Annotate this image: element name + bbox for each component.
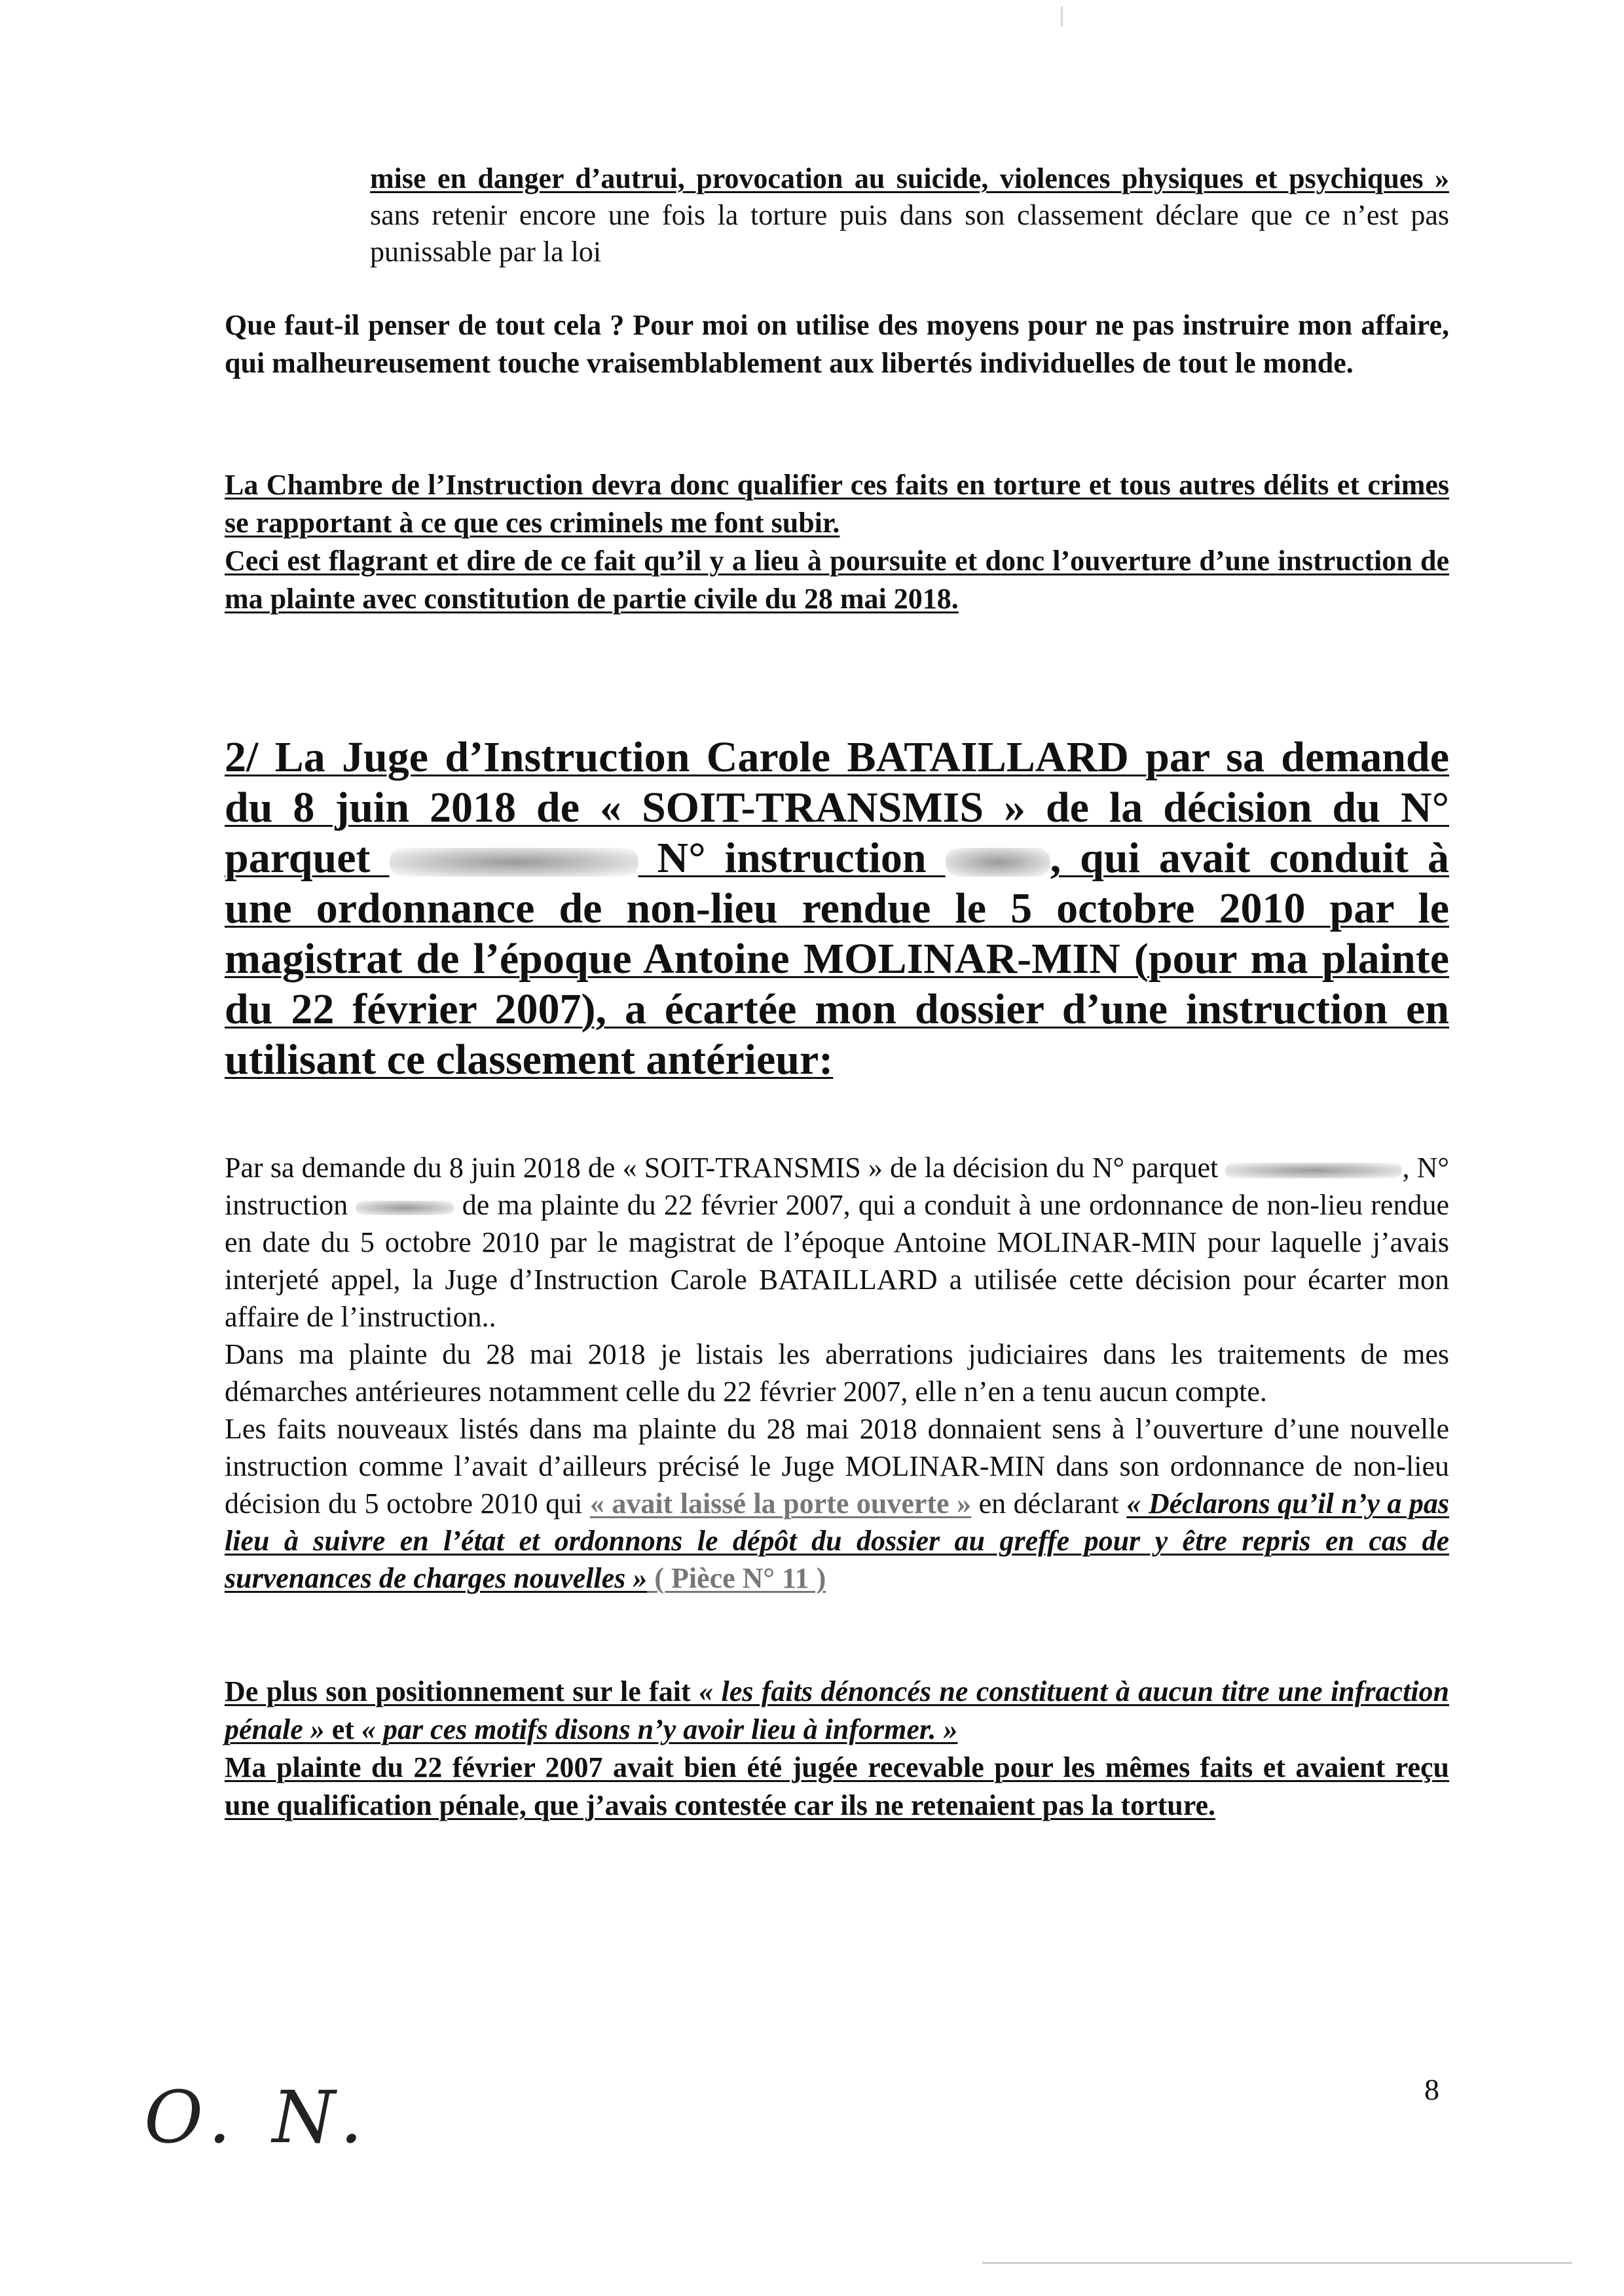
- intro-paragraph: [370, 160, 1449, 270]
- heading-part-2: N° instruction: [638, 834, 946, 882]
- heading-part-1: 2/ La Juge d’Instruction Carole BATAILLARD par sa demande du 8 juin 2018 de « SOIT-TRANSMIS » de la décision du N° parquet: [225, 733, 1449, 882]
- heading-part-3: , qui avait conduit à une ordonnance de non-lieu rendue le 5 octobre 2010 par le magistrat de l’époque Antoine MOLINAR-MIN (pour ma plainte du 22 février 2007), a écartée mon dossier d’une instruction en utilisant ce classement antérieur:: [225, 834, 1449, 1084]
- scan-mark-top: [1061, 7, 1063, 26]
- chambre-line-2: Ceci est flagrant et dire de ce fait qu’il y a lieu à poursuite et donc l’ouverture d’une instruction de ma plainte avec constitution de partie civile du 28 mai 2018.: [225, 545, 1449, 615]
- conclusion-p1-italic-2: « par ces motifs disons n’y avoir lieu à informer. »: [361, 1713, 958, 1745]
- redacted-parquet-number-2: [1225, 1163, 1402, 1178]
- body-p1-text-b: , N° instruction: [225, 1152, 1449, 1221]
- body-paragraph-2: Dans ma plainte du 28 mai 2018 je listais les aberrations judiciaires dans les traitements de mes démarches antérieures notamment celle du 22 février 2007, elle n’en a tenu aucun compte.: [225, 1338, 1449, 1408]
- chambre-line-1: La Chambre de l’Instruction devra donc qualifier ces faits en torture et tous autres délits et crimes se rapportant à ce que ces criminels me font subir.: [225, 469, 1449, 539]
- intro-rest-text: sans retenir encore une fois la torture puis dans son classement déclare que ce n’est pas punissable par la loi: [370, 199, 1449, 268]
- body-p3-text-b: en déclarant: [971, 1487, 1127, 1520]
- conclusion-p1-italic-1: « les faits dénoncés ne constituent à aucun titre une infraction pénale »: [225, 1675, 1449, 1745]
- conclusion-paragraph-2: Ma plainte du 22 février 2007 avait bien été jugée recevable pour les mêmes faits et avaient reçu une qualification pénale, que j’avais contestée car ils ne retenaient pas la torture.: [225, 1751, 1449, 1821]
- body-paragraph-3: [225, 1410, 1449, 1597]
- body-paragraphs: [225, 1149, 1449, 1597]
- question-paragraph: Que faut-il penser de tout cela ? Pour moi on utilise des moyens pour ne pas instruire mon affaire, qui malheureusement touche vraisemblablement aux libertés individuelles de tout le monde.: [225, 309, 1449, 379]
- body-p3-italic-quote: « Déclarons qu’il n’y a pas lieu à suivre en l’état et ordonnons le dépôt du dossier au greffe pour y être repris en cas de survenances de charges nouvelles »: [225, 1487, 1450, 1594]
- redacted-parquet-number: [390, 848, 638, 877]
- body-paragraph-1: [225, 1149, 1449, 1336]
- body-p3-quote: « avait laissé la porte ouverte »: [589, 1487, 972, 1520]
- conclusion-paragraphs: [225, 1673, 1449, 1825]
- body-p3-text-a: Les faits nouveaux listés dans ma plainte du 28 mai 2018 donnaient sens à l’ouverture d’une nouvelle instruction comme l’avait d’ailleurs précisé le Juge MOLINAR-MIN dans son ordonnance de non-lieu décision du 5 octobre 2010 qui: [225, 1413, 1449, 1520]
- body-p1-text-c: de ma plainte du 22 février 2007, qui a conduit à une ordonnance de non-lieu rendue en date du 5 octobre 2010 par le magistrat de l’époque Antoine MOLINAR-MIN pour laquelle j’avais interjeté appel, la Juge d’Instruction Carole BATAILLARD a utilisée cette décision pour écarter mon affaire de l’instruction..: [225, 1189, 1449, 1333]
- signature-initials: O. N.: [144, 2075, 372, 2159]
- conclusion-paragraph-1: [225, 1673, 1449, 1749]
- redacted-instruction-number-2: [356, 1201, 454, 1215]
- scan-mark-bottom: [982, 2262, 1572, 2264]
- conclusion-p1-text-a: De plus son positionnement sur le fait: [225, 1675, 699, 1707]
- redacted-instruction-number: [946, 848, 1050, 877]
- conclusion-p1-text-b: et: [324, 1713, 361, 1745]
- intro-bold-text: mise en danger d’autrui, provocation au suicide, violences physiques et psychiques »: [370, 162, 1449, 194]
- page-number: 8: [1424, 2073, 1439, 2106]
- body-p1-text-a: Par sa demande du 8 juin 2018 de « SOIT-TRANSMIS » de la décision du N° parquet: [225, 1152, 1226, 1184]
- section-heading: [225, 732, 1449, 1085]
- chambre-paragraph: [225, 466, 1449, 618]
- piece-reference: ( Pièce N° 11 ): [647, 1562, 826, 1594]
